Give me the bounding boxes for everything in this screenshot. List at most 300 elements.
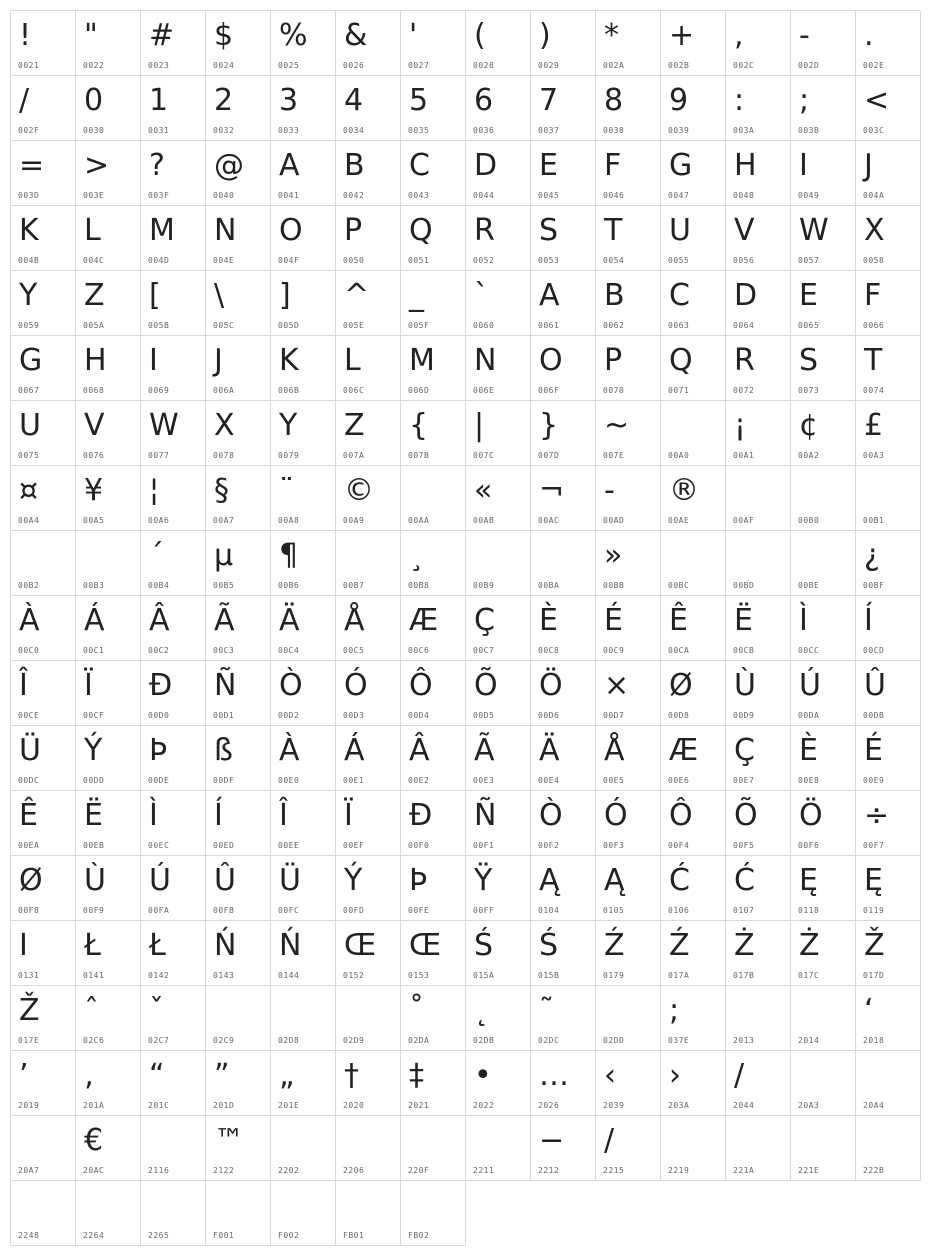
glyph-cell	[11, 986, 76, 1051]
glyph-cell	[11, 1181, 76, 1246]
glyph-code-label: 015B	[538, 971, 560, 980]
glyph-code-label: 007E	[603, 451, 625, 460]
glyph-code-label: 037E	[668, 1036, 690, 1045]
glyph-code-label: 0144	[278, 971, 300, 980]
glyph-code-label: 00D2	[278, 711, 300, 720]
glyph-char: <	[864, 83, 890, 118]
glyph-cell	[141, 336, 206, 401]
glyph-code-label: 0077	[148, 451, 170, 460]
glyph-code-label: 0118	[798, 906, 820, 915]
glyph-code-label: 00F4	[668, 841, 690, 850]
glyph-cell	[531, 661, 596, 726]
glyph-char: ´	[149, 538, 164, 573]
glyph-code-label: 0023	[148, 61, 170, 70]
glyph-char: +	[669, 18, 695, 53]
glyph-code-label: 007A	[343, 451, 365, 460]
glyph-char: I	[149, 343, 158, 378]
glyph-char: >	[84, 148, 110, 183]
glyph-code-label: 00A8	[278, 516, 300, 525]
glyph-code-label: 0027	[408, 61, 430, 70]
glyph-cell	[466, 466, 531, 531]
glyph-cell	[661, 531, 726, 596]
glyph-char: ,	[734, 18, 744, 53]
glyph-cell	[141, 856, 206, 921]
glyph-cell	[791, 986, 856, 1051]
glyph-cell	[661, 11, 726, 76]
glyph-char: Ç	[474, 603, 495, 638]
glyph-char: ¨	[279, 473, 294, 508]
glyph-code-label: 0107	[733, 906, 755, 915]
glyph-cell	[791, 336, 856, 401]
glyph-code-label: 005F	[408, 321, 430, 330]
glyph-code-label: 02C6	[83, 1036, 105, 1045]
glyph-code-label: 0152	[343, 971, 365, 980]
glyph-code-label: 0025	[278, 61, 300, 70]
glyph-char: M	[409, 343, 435, 378]
glyph-char: Í	[864, 603, 873, 638]
glyph-char: Đ	[409, 798, 433, 833]
glyph-code-label: 203A	[668, 1101, 690, 1110]
glyph-code-label: 2020	[343, 1101, 365, 1110]
glyph-char: L	[344, 343, 361, 378]
glyph-char: Z	[344, 408, 365, 443]
glyph-code-label: 00E9	[863, 776, 885, 785]
glyph-char: Ç	[734, 733, 755, 768]
glyph-code-label: 0072	[733, 386, 755, 395]
glyph-cell	[206, 141, 271, 206]
glyph-cell	[531, 336, 596, 401]
glyph-cell	[726, 661, 791, 726]
glyph-char: R	[474, 213, 495, 248]
glyph-char: S	[799, 343, 819, 378]
glyph-cell	[596, 531, 661, 596]
glyph-code-label: 00E4	[538, 776, 560, 785]
glyph-char: Í	[214, 798, 223, 833]
glyph-char: «	[474, 473, 493, 508]
glyph-cell	[76, 921, 141, 986]
glyph-char: Î	[19, 668, 28, 703]
glyph-cell	[141, 76, 206, 141]
glyph-code-label: 0069	[148, 386, 170, 395]
glyph-char: Á	[344, 733, 365, 768]
glyph-char: Œ	[409, 928, 442, 963]
glyph-cell	[661, 596, 726, 661]
glyph-code-label: 0055	[668, 256, 690, 265]
glyph-cell	[271, 791, 336, 856]
glyph-char: Þ	[409, 863, 428, 898]
glyph-char: ¥	[84, 473, 104, 508]
glyph-code-label: 00BA	[538, 581, 560, 590]
glyph-code-label: 00F5	[733, 841, 755, 850]
glyph-code-label: 007D	[538, 451, 560, 460]
glyph-cell	[466, 1116, 531, 1181]
glyph-cell	[336, 271, 401, 336]
glyph-cell	[336, 986, 401, 1051]
glyph-code-label: 0062	[603, 321, 625, 330]
glyph-code-label: 2044	[733, 1101, 755, 1110]
glyph-char: -	[799, 18, 810, 53]
glyph-code-label: 0033	[278, 126, 300, 135]
glyph-code-label: 003A	[733, 126, 755, 135]
glyph-char: Ã	[474, 733, 495, 768]
glyph-code-label: 0131	[18, 971, 40, 980]
glyph-cell	[76, 1116, 141, 1181]
glyph-char: =	[19, 148, 45, 183]
glyph-cell	[76, 596, 141, 661]
glyph-char: Ń	[214, 928, 237, 963]
glyph-code-label: 0048	[733, 191, 755, 200]
glyph-code-label: 004F	[278, 256, 300, 265]
glyph-cell	[726, 466, 791, 531]
glyph-cell	[596, 11, 661, 76]
glyph-char: Ć	[734, 863, 755, 898]
glyph-code-label: 0029	[538, 61, 560, 70]
glyph-cell	[466, 986, 531, 1051]
glyph-code-label: 004B	[18, 256, 40, 265]
glyph-cell	[76, 531, 141, 596]
glyph-char: Ù	[84, 863, 106, 898]
glyph-char: ;	[799, 83, 810, 118]
glyph-char: …	[539, 1058, 569, 1093]
glyph-cell	[141, 206, 206, 271]
glyph-cell	[791, 401, 856, 466]
glyph-char: ‹	[604, 1058, 616, 1093]
glyph-cell	[401, 661, 466, 726]
glyph-code-label: 2202	[278, 1166, 300, 1175]
glyph-char: \	[214, 278, 225, 313]
glyph-char: Ź	[604, 928, 625, 963]
glyph-cell	[661, 661, 726, 726]
glyph-code-label: 00A7	[213, 516, 235, 525]
glyph-char: ©	[344, 473, 374, 508]
glyph-cell	[791, 141, 856, 206]
glyph-code-label: 0049	[798, 191, 820, 200]
glyph-cell	[271, 336, 336, 401]
glyph-char: Ł	[84, 928, 101, 963]
glyph-cell	[11, 921, 76, 986]
glyph-code-label: 20A4	[863, 1101, 885, 1110]
glyph-char: Ż	[734, 928, 755, 963]
glyph-code-label: 0051	[408, 256, 430, 265]
glyph-cell	[76, 1181, 141, 1246]
glyph-cell	[531, 791, 596, 856]
glyph-char: Q	[409, 213, 433, 248]
glyph-code-label: 00E0	[278, 776, 300, 785]
glyph-char: H	[84, 343, 107, 378]
glyph-char: £	[864, 408, 884, 443]
glyph-cell	[271, 1116, 336, 1181]
glyph-code-label: 00C0	[18, 646, 40, 655]
glyph-code-label: 004A	[863, 191, 885, 200]
glyph-code-label: 00F8	[18, 906, 40, 915]
glyph-cell	[661, 856, 726, 921]
glyph-cell	[596, 921, 661, 986]
glyph-code-label: 002C	[733, 61, 755, 70]
glyph-code-label: 0032	[213, 126, 235, 135]
glyph-code-label: 003E	[83, 191, 105, 200]
glyph-cell	[466, 141, 531, 206]
glyph-code-label: 00E7	[733, 776, 755, 785]
glyph-code-label: 0022	[83, 61, 105, 70]
glyph-char: 3	[279, 83, 299, 118]
glyph-code-label: 00E1	[343, 776, 365, 785]
glyph-char: H	[734, 148, 757, 183]
glyph-cell	[531, 206, 596, 271]
glyph-code-label: 006A	[213, 386, 235, 395]
glyph-cell	[856, 531, 921, 596]
glyph-char: Y	[279, 408, 298, 443]
glyph-cell	[271, 856, 336, 921]
glyph-code-label: 00D4	[408, 711, 430, 720]
glyph-code-label: 00A6	[148, 516, 170, 525]
glyph-char: U	[669, 213, 691, 248]
glyph-char: Ę	[799, 863, 818, 898]
glyph-code-label: 00DE	[148, 776, 170, 785]
glyph-cell	[726, 401, 791, 466]
glyph-char: ^	[344, 278, 370, 313]
glyph-char: Ä	[279, 603, 300, 638]
glyph-code-label: 0142	[148, 971, 170, 980]
glyph-char: F	[604, 148, 622, 183]
glyph-cell	[271, 986, 336, 1051]
glyph-char: Æ	[669, 733, 699, 768]
glyph-cell	[271, 11, 336, 76]
glyph-code-label: 2116	[148, 1166, 170, 1175]
glyph-cell	[596, 596, 661, 661]
glyph-code-label: 00ED	[213, 841, 235, 850]
glyph-char: G	[19, 343, 43, 378]
glyph-code-label: 0063	[668, 321, 690, 330]
glyph-code-label: 00FE	[408, 906, 430, 915]
glyph-char: Ó	[604, 798, 628, 833]
glyph-code-label: 00D0	[148, 711, 170, 720]
glyph-code-label: 0028	[473, 61, 495, 70]
glyph-cell	[726, 1051, 791, 1116]
glyph-code-label: 00EA	[18, 841, 40, 850]
glyph-code-label: 2014	[798, 1036, 820, 1045]
glyph-code-label: 00D6	[538, 711, 560, 720]
glyph-code-label: 00C9	[603, 646, 625, 655]
glyph-char: Â	[409, 733, 430, 768]
glyph-cell	[401, 141, 466, 206]
glyph-cell	[661, 76, 726, 141]
glyph-char: •	[474, 1058, 492, 1093]
glyph-char: Ü	[19, 733, 41, 768]
glyph-code-label: 005B	[148, 321, 170, 330]
glyph-code-label: 00AB	[473, 516, 495, 525]
glyph-char: Ö	[799, 798, 823, 833]
glyph-cell	[531, 986, 596, 1051]
glyph-char: Ø	[19, 863, 43, 898]
glyph-code-label: 00BC	[668, 581, 690, 590]
glyph-code-label: 00AA	[408, 516, 430, 525]
glyph-char: ¤	[19, 473, 39, 508]
glyph-cell	[466, 531, 531, 596]
glyph-char: .	[864, 18, 874, 53]
glyph-char: Þ	[149, 733, 168, 768]
glyph-code-label: 201D	[213, 1101, 235, 1110]
glyph-cell	[466, 856, 531, 921]
glyph-cell	[401, 856, 466, 921]
glyph-cell	[336, 11, 401, 76]
glyph-cell	[466, 1051, 531, 1116]
glyph-cell	[466, 271, 531, 336]
glyph-char: U	[19, 408, 41, 443]
glyph-cell	[336, 1116, 401, 1181]
glyph-code-label: 0056	[733, 256, 755, 265]
glyph-cell	[206, 856, 271, 921]
glyph-char: Ž	[864, 928, 885, 963]
glyph-cell	[791, 791, 856, 856]
glyph-cell	[596, 336, 661, 401]
glyph-grid	[10, 10, 920, 1246]
glyph-char: #	[149, 18, 175, 53]
glyph-cell	[661, 921, 726, 986]
glyph-char: P	[344, 213, 363, 248]
glyph-cell	[141, 726, 206, 791]
glyph-char: L	[84, 213, 101, 248]
glyph-cell	[661, 401, 726, 466]
glyph-code-label: 0026	[343, 61, 365, 70]
glyph-char: J	[864, 148, 873, 183]
glyph-cell	[336, 596, 401, 661]
glyph-char: :	[734, 83, 745, 118]
glyph-char: 5	[409, 83, 429, 118]
glyph-char: 2	[214, 83, 234, 118]
glyph-cell	[76, 11, 141, 76]
glyph-code-label: 220F	[408, 1166, 430, 1175]
glyph-code-label: 0079	[278, 451, 300, 460]
glyph-char: 1	[149, 83, 169, 118]
glyph-cell	[791, 76, 856, 141]
glyph-char: Ý	[344, 863, 363, 898]
glyph-code-label: 006D	[408, 386, 430, 395]
glyph-cell	[401, 76, 466, 141]
glyph-cell	[726, 921, 791, 986]
glyph-cell	[401, 11, 466, 76]
glyph-code-label: 00B2	[18, 581, 40, 590]
glyph-char: 0	[84, 83, 104, 118]
glyph-cell	[401, 206, 466, 271]
glyph-cell	[661, 206, 726, 271]
glyph-cell	[271, 1181, 336, 1246]
glyph-code-label: 006E	[473, 386, 495, 395]
glyph-code-label: 00AF	[733, 516, 755, 525]
glyph-char: Ń	[279, 928, 302, 963]
glyph-cell	[271, 401, 336, 466]
glyph-char: B	[344, 148, 365, 183]
glyph-char: ¡	[734, 408, 747, 443]
glyph-cell	[336, 661, 401, 726]
glyph-code-label: 007B	[408, 451, 430, 460]
glyph-char: _	[409, 278, 424, 313]
glyph-code-label: 0052	[473, 256, 495, 265]
glyph-code-label: 0075	[18, 451, 40, 460]
glyph-code-label: 00C1	[83, 646, 105, 655]
glyph-code-label: 00F6	[798, 841, 820, 850]
glyph-code-label: 0040	[213, 191, 235, 200]
glyph-char: Ą	[604, 863, 625, 898]
glyph-cell	[726, 141, 791, 206]
glyph-char: Õ	[734, 798, 758, 833]
glyph-char: Ñ	[474, 798, 497, 833]
glyph-code-label: 0024	[213, 61, 235, 70]
glyph-code-label: 00F1	[473, 841, 495, 850]
glyph-code-label: 00FC	[278, 906, 300, 915]
glyph-code-label: 00B0	[798, 516, 820, 525]
glyph-cell	[531, 76, 596, 141]
glyph-code-label: 00C6	[408, 646, 430, 655]
glyph-cell	[596, 76, 661, 141]
glyph-cell	[271, 206, 336, 271]
glyph-code-label: 007C	[473, 451, 495, 460]
glyph-cell	[531, 921, 596, 986]
glyph-cell	[336, 336, 401, 401]
glyph-cell	[206, 336, 271, 401]
glyph-code-label: 017D	[863, 971, 885, 980]
glyph-cell	[531, 271, 596, 336]
glyph-char: ¬	[539, 473, 565, 508]
glyph-char: Å	[604, 733, 625, 768]
glyph-cell	[206, 596, 271, 661]
glyph-cell	[141, 531, 206, 596]
glyph-code-label: 00B5	[213, 581, 235, 590]
glyph-char: G	[669, 148, 693, 183]
glyph-cell	[336, 141, 401, 206]
glyph-code-label: 0031	[148, 126, 170, 135]
glyph-cell	[336, 791, 401, 856]
glyph-char: È	[539, 603, 558, 638]
glyph-code-label: 0068	[83, 386, 105, 395]
glyph-code-label: 0047	[668, 191, 690, 200]
glyph-code-label: 0078	[213, 451, 235, 460]
glyph-char: ™	[214, 1123, 244, 1158]
glyph-cell	[76, 726, 141, 791]
glyph-cell	[336, 466, 401, 531]
glyph-code-label: 02D9	[343, 1036, 365, 1045]
glyph-code-label: 02C9	[213, 1036, 235, 1045]
glyph-cell	[206, 271, 271, 336]
glyph-cell	[401, 531, 466, 596]
glyph-cell	[336, 401, 401, 466]
glyph-char: ‘	[864, 993, 874, 1028]
glyph-code-label: 00F0	[408, 841, 430, 850]
glyph-code-label: FB02	[408, 1231, 430, 1240]
glyph-char: ¢	[799, 408, 819, 443]
glyph-cell	[206, 531, 271, 596]
glyph-cell	[271, 141, 336, 206]
glyph-char: %	[279, 18, 308, 53]
glyph-cell	[531, 596, 596, 661]
glyph-code-label: 00CA	[668, 646, 690, 655]
glyph-cell	[141, 661, 206, 726]
glyph-char: T	[604, 213, 623, 248]
glyph-char: ‚	[84, 1058, 94, 1093]
glyph-char: R	[734, 343, 755, 378]
glyph-char: Ż	[799, 928, 820, 963]
glyph-char: (	[474, 18, 486, 53]
glyph-cell	[791, 1116, 856, 1181]
glyph-char: -	[604, 473, 615, 508]
glyph-char: −	[539, 1123, 565, 1158]
glyph-char: `	[474, 278, 489, 313]
glyph-char: E	[799, 278, 818, 313]
glyph-cell	[596, 401, 661, 466]
glyph-code-label: 005C	[213, 321, 235, 330]
glyph-cell	[596, 791, 661, 856]
glyph-cell	[76, 661, 141, 726]
glyph-cell	[206, 1181, 271, 1246]
